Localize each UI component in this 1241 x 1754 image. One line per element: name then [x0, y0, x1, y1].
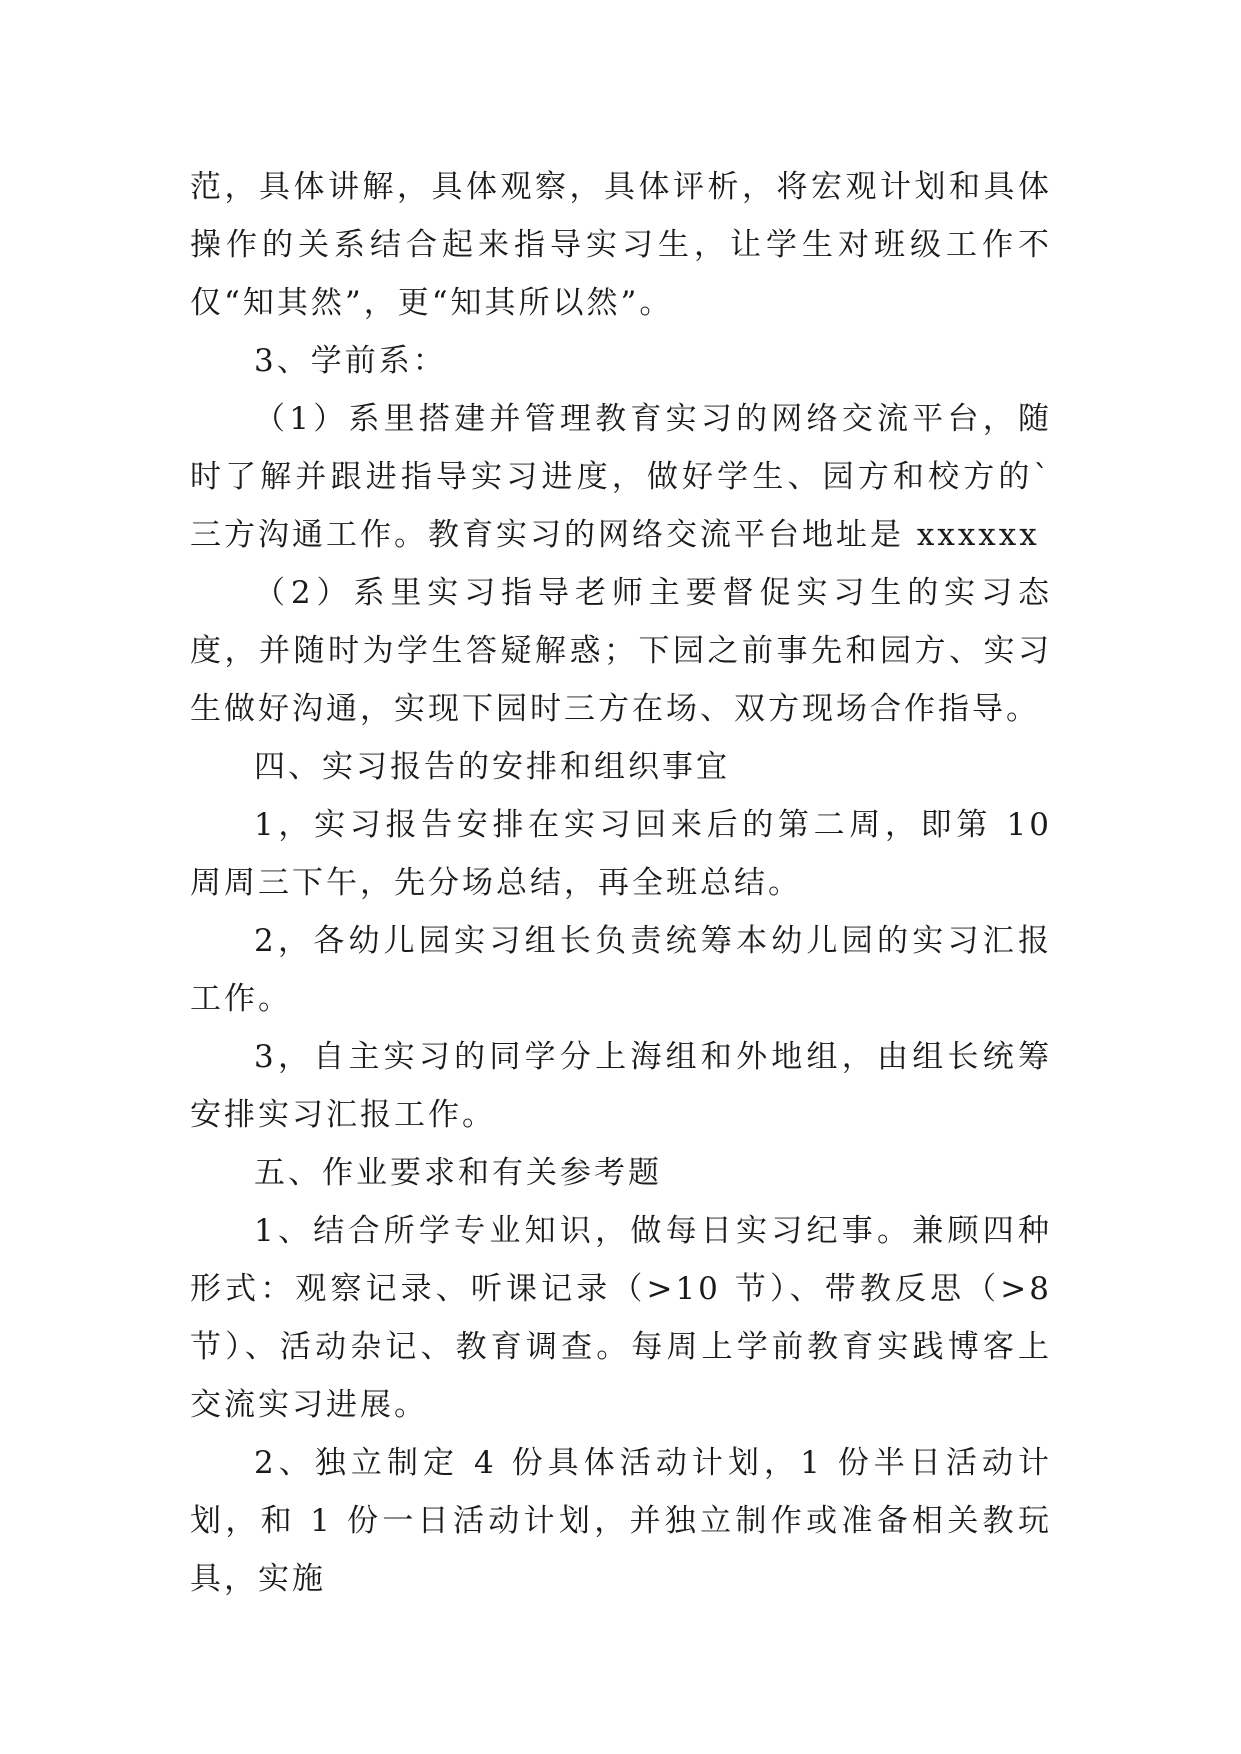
paragraph: 1、结合所学专业知识，做每日实习纪事。兼顾四种形式：观察记录、听课记录（>10 节）、带教反思（>8 节）、活动杂记、教育调查。每周上学前教育实践博客上交流实习进展。 — [190, 1213, 1052, 1423]
paragraph: 3、学前系： — [254, 343, 447, 379]
paragraph: （2）系里实习指导老师主要督促实习生的实习态度，并随时为学生答疑解惑；下园之前事先和园方、实习生做好沟通，实现下园时三方在场、双方现场合作指导。 — [190, 575, 1052, 727]
paragraph: 范，具体讲解，具体观察，具体评析，将宏观计划和具体操作的关系结合起来指导实习生，让学生对班级工作不仅“知其然”，更“知其所以然”。 — [190, 169, 1052, 321]
section-heading: 四、实习报告的安排和组织事宜 — [254, 749, 730, 785]
paragraph: 2、独立制定 4 份具体活动计划，1 份半日活动计划，和 1 份一日活动计划，并独立制作或准备相关教玩具，实施 — [190, 1445, 1052, 1597]
document-body — [190, 158, 1052, 1608]
section-heading: 五、作业要求和有关参考题 — [254, 1155, 662, 1191]
paragraph: 3，自主实习的同学分上海组和外地组，由组长统筹安排实习汇报工作。 — [190, 1039, 1052, 1133]
paragraph: （1）系里搭建并管理教育实习的网络交流平台，随时了解并跟进指导实习进度，做好学生、园方和校方的`三方沟通工作。教育实习的网络交流平台地址是 xxxxxx — [190, 401, 1052, 553]
paragraph: 1，实习报告安排在实习回来后的第二周，即第 10 周周三下午，先分场总结，再全班总结。 — [190, 807, 1052, 901]
paragraph: 2，各幼儿园实习组长负责统筹本幼儿园的实习汇报工作。 — [190, 923, 1052, 1017]
